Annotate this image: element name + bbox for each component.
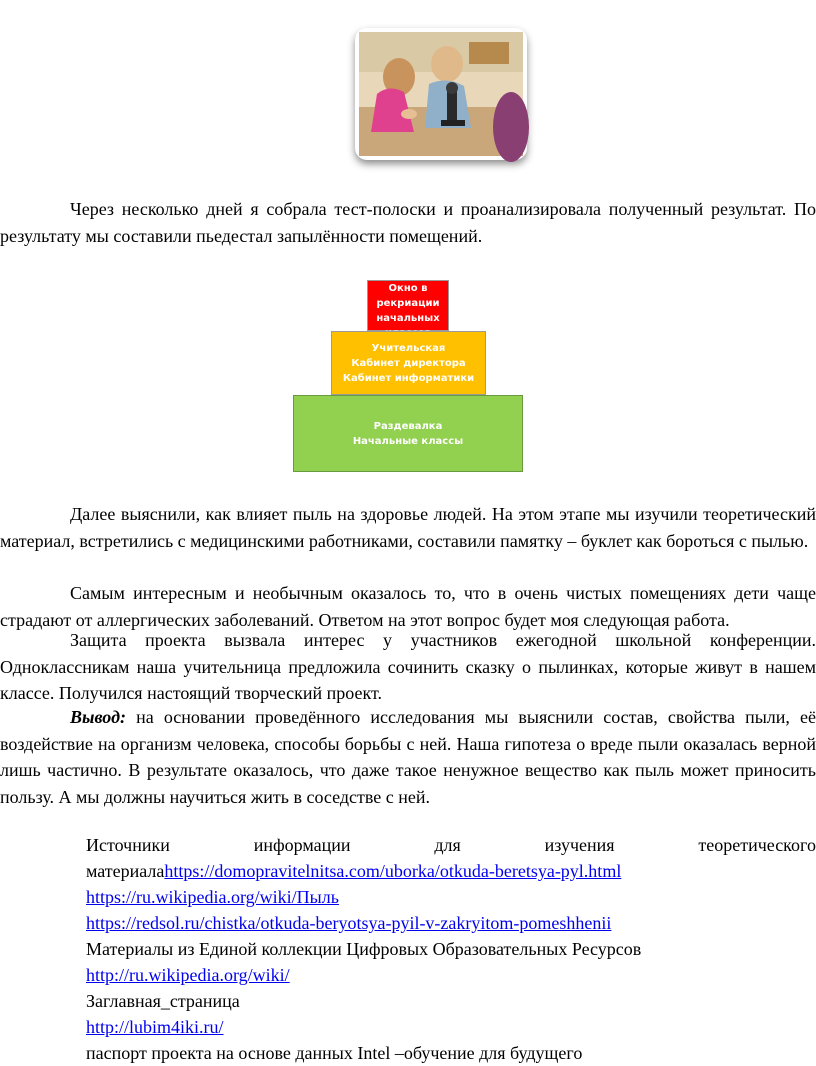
conclusion-label: Вывод: xyxy=(70,707,126,727)
source-item: паспорт проекта на основе данных Intel –обучение для будущего xyxy=(86,1043,583,1063)
material-prefix: материала xyxy=(86,861,165,881)
source-link[interactable]: https://redsol.ru/chistka/otkuda-beryotsya-pyil-v-zakryitom-pomeshhenii xyxy=(86,913,612,933)
paragraph-conclusion xyxy=(0,704,816,810)
paragraph-project-defense: Защита проекта вызвала интерес у участников ежегодной школьной конференции. Одноклассникам наша учительница предложила сочинить сказку о пылинках, которые живут в нашем классе. Получился настоящий творческий проект. xyxy=(0,630,816,703)
paragraph-test-strips: Через несколько дней я собрала тест-полоски и проанализировала полученный результат. По результату мы составили пьедестал запылённости помещений. xyxy=(0,199,816,246)
source-link[interactable]: https://domopravitelnitsa.com/uborka/otkuda-beretsya-pyl.html xyxy=(164,861,622,881)
pyramid-top-step xyxy=(367,280,449,331)
pyramid-bottom-label: Раздевалка Начальные классы xyxy=(352,420,464,447)
source-link[interactable]: http://lubim4iki.ru/ xyxy=(86,1017,224,1037)
sources-heading-word: изучения xyxy=(544,835,615,855)
sources-section xyxy=(86,832,816,1066)
source-item xyxy=(86,910,816,936)
source-item xyxy=(86,884,816,910)
conclusion-text: на основании проведённого исследования мы выяснили состав, свойства пыли, её воздействие на организм человека, способы борьбы с ней. Наша гипотеза о вреде пыли оказалась верной лишь частично. В результате оказалось, что даже такое ненужное вещество как пыль может приносить пользу. А мы должны научиться жить в соседстве с ней. xyxy=(0,707,816,807)
paragraph-allergies: Самым интересным и необычным оказалось то, что в очень чистых помещениях дети чаще страдают от аллергических заболеваний. Ответом на этот вопрос будет моя следующая работа. xyxy=(0,583,816,630)
sources-heading-word: теоретического xyxy=(698,835,816,855)
pyramid-top-label: Окно в рекриации начальных xyxy=(376,283,440,324)
source-link[interactable]: http://ru.wikipedia.org/wiki/ xyxy=(86,965,290,985)
source-item xyxy=(86,1014,816,1040)
source-item: Заглавная_страница xyxy=(86,991,240,1011)
source-item xyxy=(86,858,816,884)
sources-heading-word: Источники xyxy=(86,835,170,855)
pyramid-bottom-step xyxy=(293,395,523,472)
source-link[interactable]: https://ru.wikipedia.org/wiki/Пыль xyxy=(86,887,339,907)
classroom-photo-frame xyxy=(355,28,527,160)
pyramid-middle-label: Учительская Кабинет директора Кабинет информатики xyxy=(342,342,475,384)
classroom-photo xyxy=(359,32,523,156)
sources-heading-word: для xyxy=(434,835,461,855)
source-item xyxy=(86,962,816,988)
sources-heading xyxy=(86,832,816,858)
pyramid-middle-step xyxy=(331,331,486,395)
sources-heading-word: информации xyxy=(253,835,351,855)
source-item: Материалы из Единой коллекции Цифровых Образовательных Ресурсов xyxy=(86,939,642,959)
paragraph-health-impact: Далее выяснили, как влияет пыль на здоровье людей. На этом этапе мы изучили теоретический материал, встретились с медицинскими работниками, составили памятку – буклет как бороться с пылью. xyxy=(0,504,816,551)
